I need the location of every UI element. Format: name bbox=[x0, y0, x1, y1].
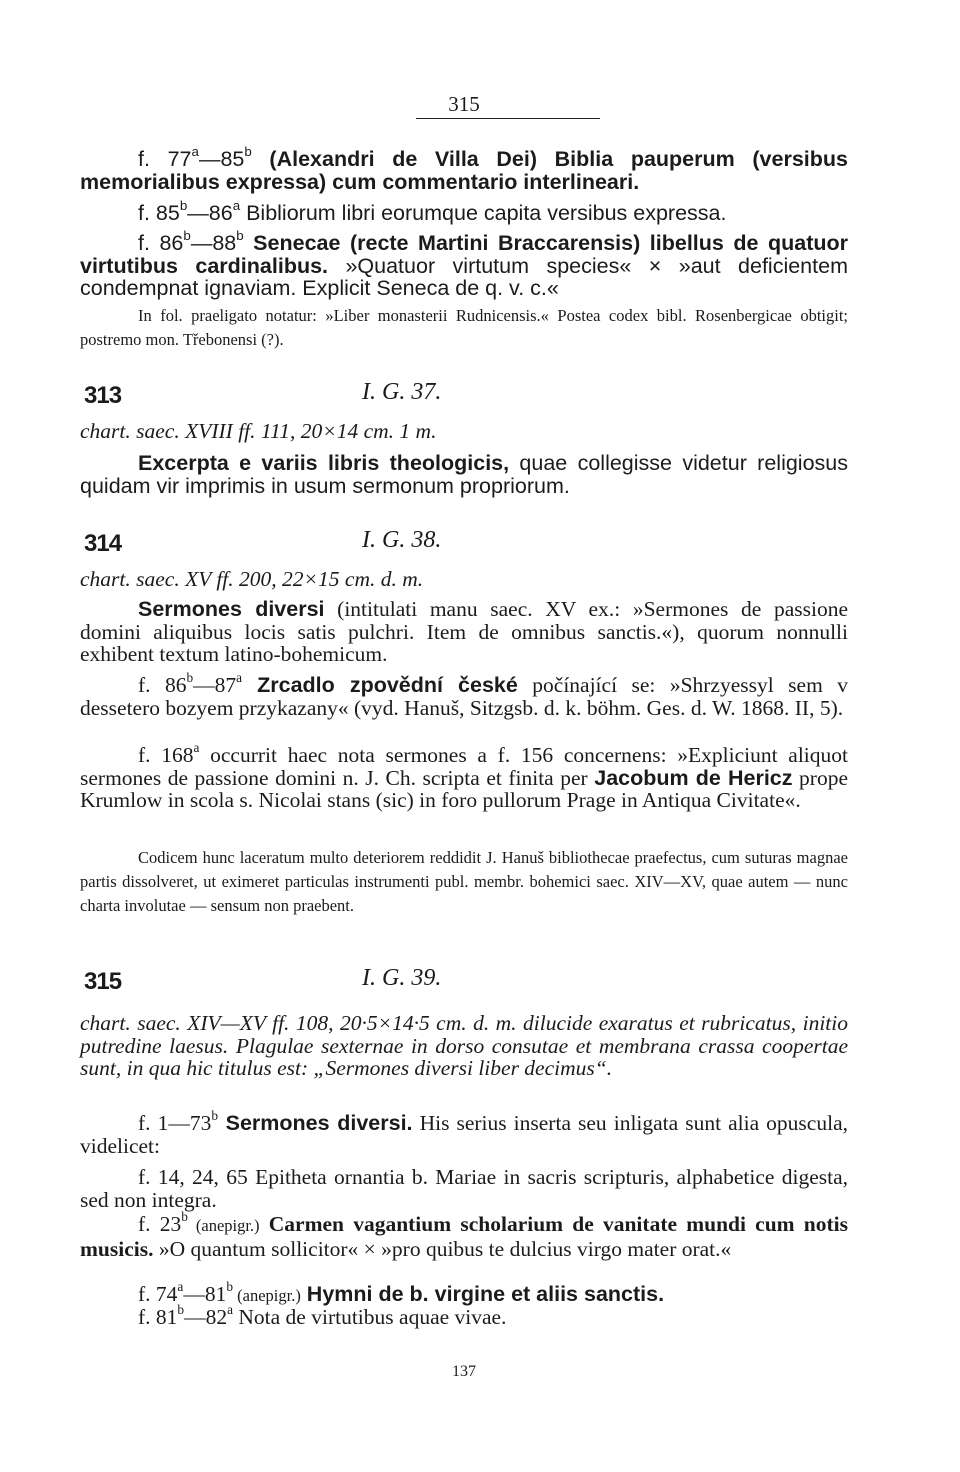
entry-314-number: 314 bbox=[84, 530, 122, 557]
intro-note: In fol. praeligato notatur: »Liber monasterii Rudnicensis.« Postea codex bibl. Rosenbergicae obtigit; postremo mon. Třebonensi (?). bbox=[80, 306, 848, 349]
entry-315-number: 315 bbox=[84, 968, 122, 995]
entry-315-header bbox=[80, 965, 848, 1008]
page-number-rule bbox=[416, 118, 600, 119]
entry-315-description: chart. saec. XIV—XV ff. 108, 20·5×14·5 cm. d. m. dilucide exaratus et rubricatus, initio putredine laesus. Plagulae sexternae in dorso consutae et membrana crassa coopertae sunt, in qua hic titulus est: „Sermones diversi liber decimus“. bbox=[80, 1011, 848, 1081]
intro-entry-2: f. 85$^b$—86$^a$ Bibliorum libri eorumque capita versibus expressa. bbox=[138, 197, 727, 225]
entry-313-description: chart. saec. XVIII ff. 111, 20×14 cm. 1 m. bbox=[80, 419, 437, 443]
entry-313-number: 313 bbox=[84, 382, 122, 409]
entry-315-signature: I. G. 39. bbox=[362, 965, 442, 991]
entry-314-signature: I. G. 38. bbox=[362, 527, 442, 553]
footer-page-number: 137 bbox=[452, 1363, 476, 1380]
entry-315-para-5: f. 81$^b$—82$^a$ Nota de virtutibus aquae vivae. bbox=[138, 1301, 507, 1329]
entry-314-note: Codicem hunc laceratum multo deteriorem reddidit J. Hanuš bibliothecae praefectus, cum suturas magnae partis dissolveret, ut eximeret particulas instrumenti publ. membr. bohemici saec. XIV—XV, quae autem — nunc charta involutae — sensum non praebent. bbox=[80, 848, 848, 915]
intro-entry-1: f. 77$^a$—85$^b$ (Alexandri de Villa Dei) Biblia pauperum (versibus memorialibus expressa) cum commentario interlineari. bbox=[80, 143, 848, 194]
entry-314-para-2: f. 86$^b$—87$^a$ Zrcadlo zpovědní české počínající se: »Shrzyessyl sem v dessetero bozyem przykazany« (vyd. Hanuš, Sitzgsb. d. k. böhm. Ges. d. W. 1868. II, 5). bbox=[80, 669, 848, 720]
intro-entry-3: f. 86$^b$—88$^b$ Senecae (recte Martini Braccarensis) libellus de quatuor virtutibus cardinalibus. »Quatuor virtutum species« × »aut deficientem condempnat ignaviam. Explicit Seneca de q. v. c.« bbox=[80, 227, 848, 301]
page-number: 315 bbox=[448, 92, 480, 116]
entry-315-para-2: f. 14, 24, 65 Epitheta ornantia b. Mariae in sacris scripturis, alphabetice digesta, sed non integra. bbox=[80, 1165, 848, 1212]
entry-314-header bbox=[80, 527, 848, 570]
entry-313-text: Excerpta e variis libris theologicis, quae collegisse videtur religiosus quidam vir imprimis in usum sermonum propriorum. bbox=[80, 451, 848, 498]
entry-315-para-4: f. 74$^a$—81$^b$ (anepigr.) Hymni de b. virgine et aliis sanctis. bbox=[138, 1278, 665, 1306]
entry-313-header bbox=[80, 379, 848, 422]
entry-315-para-3: f. 23$^b$ (anepigr.) Carmen vagantium scholarium de vanitate mundi cum notis musicis. »O quantum sollicitor« × »pro quibus te dulcius virgo mater orat.« bbox=[80, 1208, 848, 1261]
entry-314-para-1: Sermones diversi (intitulati manu saec. XV ex.: »Sermones de passione domini aliquibus locis satis pulchri. Item de omnibus sanctis.«), quorum nonnulli exhibent textum latino-bohemicum. bbox=[80, 597, 848, 667]
entry-314-para-3: f. 168$^a$ occurrit haec nota sermones a f. 156 concernens: »Expliciunt aliquot sermones de passione domini n. J. Ch. scripta et finita per Jacobum de Hericz prope Krumlow in scola s. Nicolai stans (sic) in foro pullorum Prage in Antiqua Civitate«. bbox=[80, 739, 848, 813]
entry-314-description: chart. saec. XV ff. 200, 22×15 cm. d. m. bbox=[80, 567, 424, 591]
entry-315-para-1: f. 1—73$^b$ Sermones diversi. His serius inserta seu inligata sunt alia opuscula, videlicet: bbox=[80, 1107, 848, 1158]
entry-313-signature: I. G. 37. bbox=[362, 379, 442, 405]
